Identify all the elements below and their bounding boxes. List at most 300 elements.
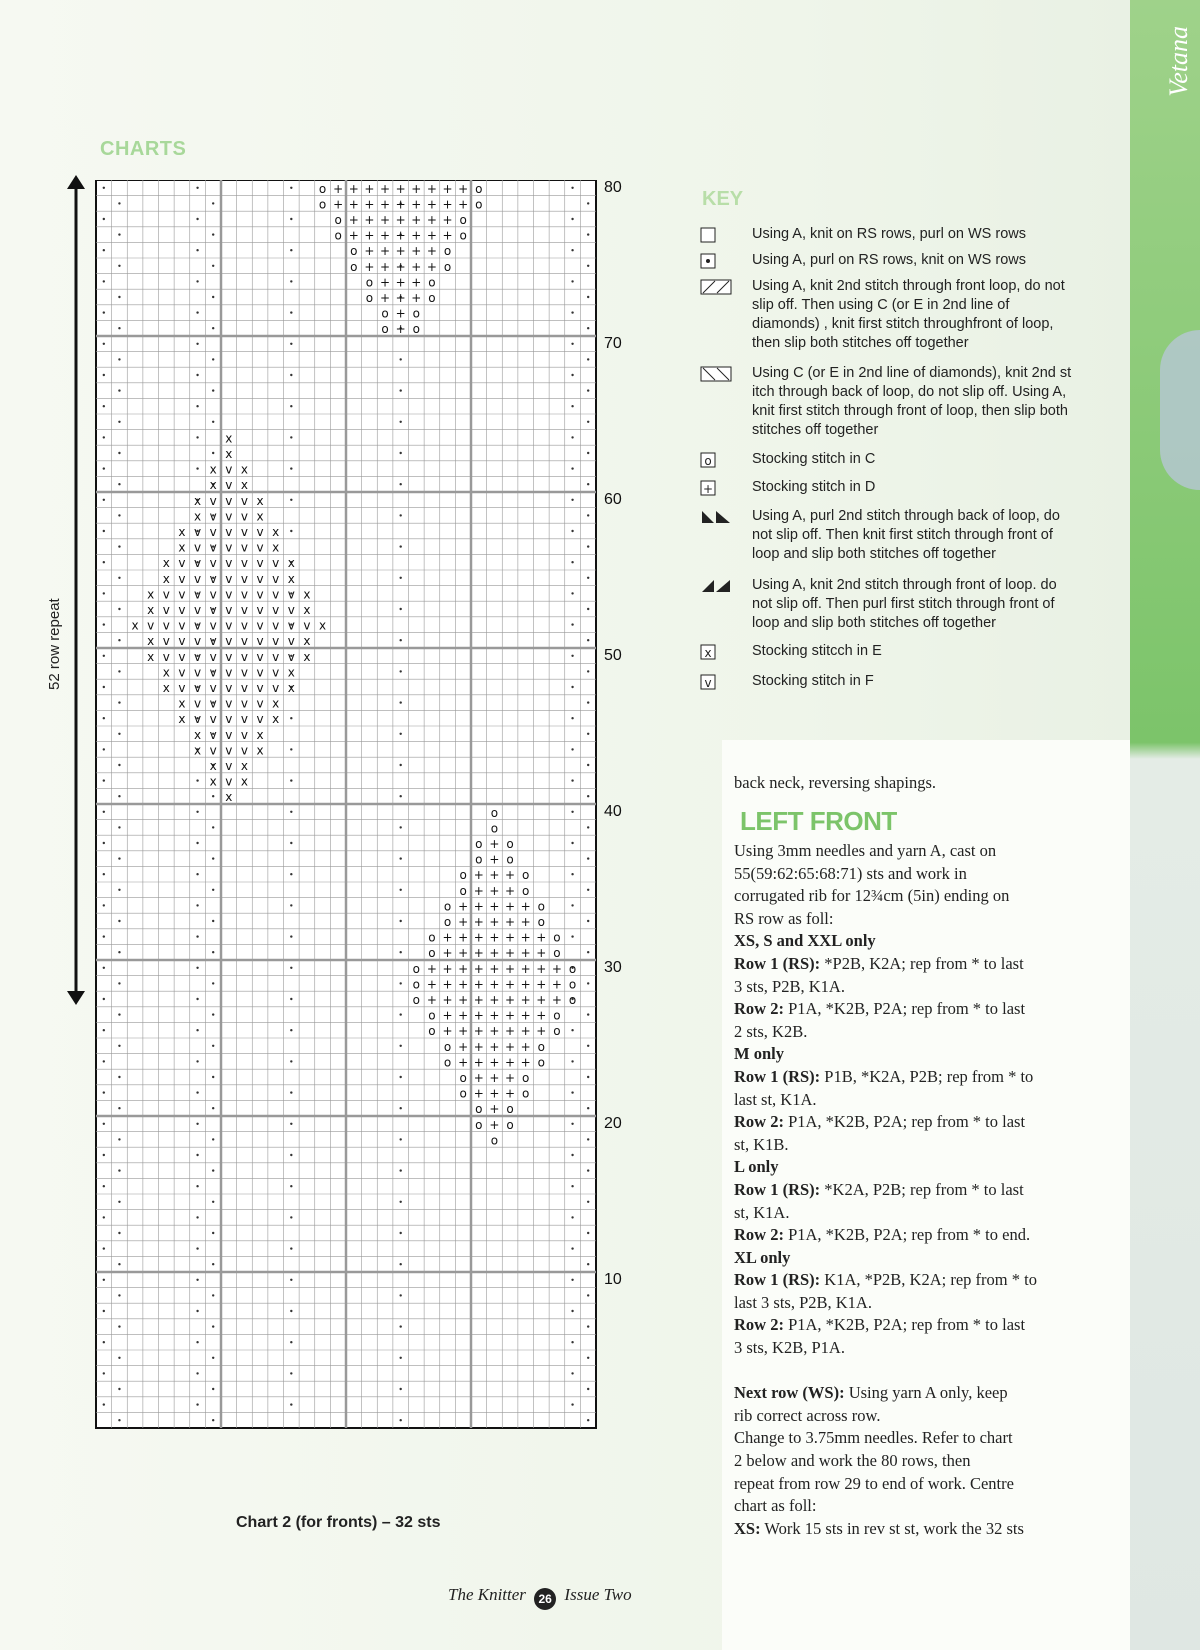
svg-text:v: v xyxy=(256,587,264,602)
svg-text:x: x xyxy=(225,431,233,446)
svg-text:o: o xyxy=(522,1086,530,1101)
svg-text:v: v xyxy=(272,665,280,680)
instruction-line: XS: Work 15 sts in rev st st, work the 32 sts xyxy=(734,1518,1024,1538)
svg-text:x: x xyxy=(178,524,186,539)
svg-text:+: + xyxy=(473,1055,484,1070)
svg-text:+: + xyxy=(536,1008,547,1023)
svg-text:v: v xyxy=(178,587,186,602)
svg-text:+: + xyxy=(442,1008,453,1023)
svg-text:v: v xyxy=(256,571,264,586)
svg-text:v: v xyxy=(209,665,217,680)
svg-text:v: v xyxy=(287,587,295,602)
svg-text:+: + xyxy=(489,1055,500,1070)
svg-text:o: o xyxy=(443,914,452,929)
svg-text:+: + xyxy=(473,930,484,945)
svg-text:v: v xyxy=(209,540,217,555)
svg-text:o: o xyxy=(443,1039,452,1054)
svg-text:v: v xyxy=(240,602,248,617)
svg-text:+: + xyxy=(536,1024,547,1039)
svg-text:x: x xyxy=(240,478,248,493)
svg-text:+: + xyxy=(426,244,437,259)
section-title: LEFT FRONT xyxy=(740,806,897,836)
svg-text:+: + xyxy=(348,228,359,243)
svg-text:+: + xyxy=(489,852,500,867)
svg-text:+: + xyxy=(505,914,516,929)
svg-text:v: v xyxy=(225,665,233,680)
svg-text:+: + xyxy=(473,961,484,976)
svg-text:+: + xyxy=(489,1086,500,1101)
svg-text:v: v xyxy=(209,727,217,742)
svg-text:v: v xyxy=(147,618,155,633)
svg-text:o: o xyxy=(553,1008,561,1023)
svg-text:v: v xyxy=(225,587,233,602)
svg-text:x: x xyxy=(162,665,170,680)
svg-text:x: x xyxy=(178,696,186,711)
svg-text:v: v xyxy=(240,696,248,711)
svg-text:+: + xyxy=(364,212,375,227)
svg-text:v: v xyxy=(209,587,217,602)
svg-text:v: v xyxy=(225,712,233,727)
key-symbol-dot-icon xyxy=(700,253,716,269)
svg-text:x: x xyxy=(147,602,155,617)
svg-text:o: o xyxy=(475,1102,483,1117)
instruction-line: L only xyxy=(734,1157,779,1177)
svg-text:x: x xyxy=(209,478,217,493)
svg-text:v: v xyxy=(240,493,248,508)
svg-text:v: v xyxy=(256,524,264,539)
instruction-line: corrugated rib for 12¾cm (5in) ending on xyxy=(734,886,1010,906)
svg-text:v: v xyxy=(194,602,202,617)
key-symbol-v-icon xyxy=(700,674,716,690)
svg-text:x: x xyxy=(287,556,295,571)
svg-text:v: v xyxy=(209,618,217,633)
svg-text:v: v xyxy=(225,509,233,524)
svg-text:+: + xyxy=(411,197,422,212)
svg-text:v: v xyxy=(225,493,233,508)
instruction-line: 55(59:62:65:68:71) sts and work in xyxy=(734,863,967,883)
svg-text:+: + xyxy=(442,930,453,945)
svg-text:+: + xyxy=(473,899,484,914)
svg-text:v: v xyxy=(209,696,217,711)
svg-text:x: x xyxy=(272,696,280,711)
svg-text:+: + xyxy=(458,899,469,914)
key-text: Stocking stitch in C xyxy=(752,451,876,467)
svg-text:+: + xyxy=(489,1039,500,1054)
charts-heading: CHARTS xyxy=(100,138,187,160)
svg-text:x: x xyxy=(240,462,248,477)
svg-text:x: x xyxy=(147,634,155,649)
svg-text:o: o xyxy=(443,1055,452,1070)
svg-text:x: x xyxy=(287,680,295,695)
svg-text:o: o xyxy=(537,899,545,914)
svg-text:v: v xyxy=(287,602,295,617)
svg-text:o: o xyxy=(428,946,436,961)
svg-text:x: x xyxy=(287,665,295,680)
svg-text:+: + xyxy=(489,1102,500,1117)
svg-text:v: v xyxy=(162,602,170,617)
svg-text:o: o xyxy=(475,181,483,196)
svg-text:v: v xyxy=(303,618,311,633)
instruction-line: 3 sts, P2B, K1A. xyxy=(734,976,845,996)
instruction-line: Next row (WS): Using yarn A only, keep xyxy=(734,1383,1008,1403)
svg-text:v: v xyxy=(240,680,248,695)
svg-text:+: + xyxy=(442,961,453,976)
svg-text:x: x xyxy=(272,524,280,539)
svg-text:v: v xyxy=(256,680,264,695)
svg-text:+: + xyxy=(458,992,469,1007)
svg-text:+: + xyxy=(505,992,516,1007)
key-text: Stocking stitch in F xyxy=(752,673,874,689)
key-symbol-righttriangle-icon xyxy=(700,509,716,525)
svg-text:v: v xyxy=(209,493,217,508)
svg-text:v: v xyxy=(178,680,186,695)
svg-text:o: o xyxy=(318,197,327,212)
svg-text:o: o xyxy=(428,275,436,290)
svg-text:+: + xyxy=(380,290,391,305)
svg-text:v: v xyxy=(194,618,202,633)
svg-text:v: v xyxy=(209,680,217,695)
svg-text:o: o xyxy=(350,244,358,259)
svg-text:o: o xyxy=(704,454,712,468)
svg-text:+: + xyxy=(505,1039,516,1054)
svg-text:v: v xyxy=(209,509,217,524)
svg-text:+: + xyxy=(333,181,344,196)
svg-text:+: + xyxy=(489,977,500,992)
svg-text:o: o xyxy=(506,1102,514,1117)
svg-text:+: + xyxy=(380,275,391,290)
instruction-line: last st, K1A. xyxy=(734,1089,817,1109)
row-marker: 70 xyxy=(604,335,622,352)
brand-label: Vetana xyxy=(1164,26,1193,97)
svg-text:v: v xyxy=(272,649,280,664)
instruction-line: Row 1 (RS): *K2A, P2B; rep from * to last xyxy=(734,1179,1024,1199)
svg-text:v: v xyxy=(240,509,248,524)
svg-text:o: o xyxy=(334,212,342,227)
key-symbol-backslash-icon xyxy=(700,366,716,382)
svg-text:v: v xyxy=(225,618,233,633)
svg-text:v: v xyxy=(225,462,233,477)
svg-text:+: + xyxy=(489,961,500,976)
key-text: Using A, knit on RS rows, purl on WS rows xyxy=(752,226,1026,242)
instruction-line: 2 sts, K2B. xyxy=(734,1021,808,1041)
svg-text:v: v xyxy=(209,649,217,664)
svg-text:v: v xyxy=(272,556,280,571)
svg-text:o: o xyxy=(443,244,452,259)
issue-label: Issue Two xyxy=(564,1585,632,1604)
svg-text:+: + xyxy=(489,1024,500,1039)
instruction-line: chart as foll: xyxy=(734,1496,817,1516)
svg-text:x: x xyxy=(303,634,311,649)
svg-text:+: + xyxy=(536,992,547,1007)
svg-text:v: v xyxy=(287,634,295,649)
svg-text:+: + xyxy=(505,899,516,914)
svg-text:v: v xyxy=(225,727,233,742)
svg-text:v: v xyxy=(178,634,186,649)
svg-text:v: v xyxy=(194,634,202,649)
svg-text:v: v xyxy=(178,556,186,571)
instruction-line: repeat from row 29 to end of work. Centre xyxy=(734,1473,1014,1493)
svg-text:o: o xyxy=(412,992,420,1007)
svg-text:v: v xyxy=(194,540,202,555)
svg-text:+: + xyxy=(364,228,375,243)
svg-text:+: + xyxy=(520,946,531,961)
svg-text:v: v xyxy=(256,540,264,555)
side-photo-strip xyxy=(1130,0,1200,1650)
svg-text:+: + xyxy=(364,244,375,259)
svg-text:v: v xyxy=(225,540,233,555)
svg-text:o: o xyxy=(490,821,499,836)
svg-text:v: v xyxy=(162,618,170,633)
svg-text:+: + xyxy=(426,197,437,212)
svg-text:+: + xyxy=(458,946,469,961)
svg-text:v: v xyxy=(209,556,217,571)
svg-text:v: v xyxy=(240,727,248,742)
svg-text:+: + xyxy=(442,228,453,243)
svg-text:o: o xyxy=(350,259,358,274)
instruction-line: M only xyxy=(734,1044,784,1064)
svg-text:v: v xyxy=(256,634,264,649)
svg-text:+: + xyxy=(505,1070,516,1085)
svg-text:+: + xyxy=(473,914,484,929)
svg-text:v: v xyxy=(225,696,233,711)
svg-text:v: v xyxy=(287,649,295,664)
svg-text:+: + xyxy=(473,883,484,898)
instruction-line: Row 2: P1A, *K2B, P2A; rep from * to last xyxy=(734,1112,1026,1132)
svg-text:v: v xyxy=(209,524,217,539)
svg-text:x: x xyxy=(256,493,264,508)
svg-text:+: + xyxy=(458,930,469,945)
svg-text:+: + xyxy=(458,1039,469,1054)
key-symbol--icon xyxy=(700,480,716,496)
svg-text:+: + xyxy=(426,228,437,243)
svg-text:+: + xyxy=(395,212,406,227)
svg-text:+: + xyxy=(442,992,453,1007)
svg-text:+: + xyxy=(426,212,437,227)
svg-text:+: + xyxy=(442,977,453,992)
svg-text:v: v xyxy=(225,649,233,664)
svg-text:o: o xyxy=(412,322,420,337)
instruction-line: st, K1B. xyxy=(734,1134,789,1154)
knitting-chart xyxy=(84,180,632,1505)
svg-text:+: + xyxy=(473,1024,484,1039)
svg-text:v: v xyxy=(287,618,295,633)
svg-text:+: + xyxy=(473,1086,484,1101)
svg-text:+: + xyxy=(442,212,453,227)
svg-text:v: v xyxy=(240,571,248,586)
svg-text:v: v xyxy=(209,712,217,727)
svg-text:v: v xyxy=(240,556,248,571)
key-text: Stocking stitcch in E xyxy=(752,643,882,659)
svg-text:+: + xyxy=(411,244,422,259)
svg-text:o: o xyxy=(568,961,577,976)
svg-text:+: + xyxy=(395,259,406,274)
svg-text:+: + xyxy=(551,961,562,976)
svg-text:+: + xyxy=(364,259,375,274)
svg-text:v: v xyxy=(225,680,233,695)
svg-text:+: + xyxy=(395,244,406,259)
svg-text:o: o xyxy=(428,1008,436,1023)
svg-text:+: + xyxy=(520,1008,531,1023)
svg-text:v: v xyxy=(194,712,202,727)
svg-text:x: x xyxy=(209,774,217,789)
svg-text:o: o xyxy=(459,212,467,227)
svg-text:x: x xyxy=(303,587,311,602)
svg-text:+: + xyxy=(458,961,469,976)
svg-text:o: o xyxy=(506,836,514,851)
svg-text:+: + xyxy=(458,914,469,929)
svg-text:+: + xyxy=(364,181,375,196)
svg-text:o: o xyxy=(475,836,483,851)
svg-text:o: o xyxy=(459,1086,467,1101)
svg-text:o: o xyxy=(568,992,577,1007)
svg-text:v: v xyxy=(194,571,202,586)
svg-text:o: o xyxy=(522,868,530,883)
svg-text:o: o xyxy=(490,1133,499,1148)
svg-text:+: + xyxy=(458,197,469,212)
svg-text:+: + xyxy=(380,181,391,196)
svg-text:v: v xyxy=(194,680,202,695)
svg-text:x: x xyxy=(303,649,311,664)
svg-text:+: + xyxy=(489,992,500,1007)
svg-text:+: + xyxy=(489,868,500,883)
svg-text:+: + xyxy=(551,977,562,992)
svg-text:o: o xyxy=(428,1024,436,1039)
key-text: Using A, knit 2nd stitch through front loop, do not slip off. Then using C (or E in 2nd line of diamonds) , knit first stitch throughfront of loop, then slip both stitches off together xyxy=(752,278,1065,351)
svg-text:+: + xyxy=(473,1070,484,1085)
svg-text:v: v xyxy=(272,587,280,602)
instruction-line: rib correct across row. xyxy=(734,1405,881,1425)
svg-text:o: o xyxy=(553,930,561,945)
chart-caption: Chart 2 (for fronts) – 32 sts xyxy=(236,1514,441,1531)
svg-text:+: + xyxy=(348,181,359,196)
svg-text:+: + xyxy=(364,197,375,212)
svg-text:x: x xyxy=(240,758,248,773)
svg-text:+: + xyxy=(442,181,453,196)
svg-text:+: + xyxy=(426,992,437,1007)
svg-text:+: + xyxy=(395,290,406,305)
svg-text:x: x xyxy=(131,618,139,633)
svg-text:v: v xyxy=(162,587,170,602)
svg-text:+: + xyxy=(505,946,516,961)
svg-text:v: v xyxy=(240,649,248,664)
repeat-label: 52 row repeat xyxy=(46,598,63,690)
svg-text:o: o xyxy=(459,228,467,243)
svg-text:+: + xyxy=(489,930,500,945)
svg-text:o: o xyxy=(365,275,374,290)
svg-text:o: o xyxy=(537,914,545,929)
svg-text:v: v xyxy=(225,556,233,571)
svg-text:x: x xyxy=(194,743,202,758)
svg-text:+: + xyxy=(458,1055,469,1070)
key-text: Using A, purl on RS rows, knit on WS rows xyxy=(752,252,1026,268)
svg-text:+: + xyxy=(536,930,547,945)
svg-text:+: + xyxy=(505,868,516,883)
svg-text:+: + xyxy=(380,197,391,212)
instruction-line: Change to 3.75mm needles. Refer to chart xyxy=(734,1428,1013,1448)
svg-text:x: x xyxy=(704,646,712,660)
svg-text:v: v xyxy=(240,587,248,602)
svg-text:o: o xyxy=(443,899,452,914)
svg-text:+: + xyxy=(489,836,500,851)
svg-text:v: v xyxy=(704,676,712,690)
svg-text:v: v xyxy=(225,743,233,758)
svg-text:x: x xyxy=(240,774,248,789)
svg-text:+: + xyxy=(520,1024,531,1039)
svg-text:+: + xyxy=(473,868,484,883)
key-text: Using C (or E in 2nd line of diamonds), knit 2nd st itch through back of loop, do not slip off. Using A, knit first stitch through front of loop, then slip both stitches off together xyxy=(752,365,1072,438)
svg-text:+: + xyxy=(505,1008,516,1023)
svg-text:o: o xyxy=(334,228,342,243)
instruction-line: Using 3mm needles and yarn A, cast on xyxy=(734,841,997,860)
svg-text:x: x xyxy=(209,758,217,773)
svg-text:x: x xyxy=(225,446,233,461)
svg-text:v: v xyxy=(225,602,233,617)
svg-text:v: v xyxy=(240,618,248,633)
svg-text:+: + xyxy=(520,961,531,976)
svg-text:o: o xyxy=(443,259,452,274)
svg-text:+: + xyxy=(505,977,516,992)
svg-text:v: v xyxy=(178,665,186,680)
instruction-line: XS, S and XXL only xyxy=(734,931,876,951)
chart-grid xyxy=(84,180,632,1505)
svg-text:+: + xyxy=(426,977,437,992)
svg-text:v: v xyxy=(194,556,202,571)
instructions-text xyxy=(734,840,1064,1540)
svg-text:x: x xyxy=(194,509,202,524)
key-text: Stocking stitch in D xyxy=(752,479,876,495)
instruction-line: last 3 sts, P2B, K1A. xyxy=(734,1292,872,1312)
row-marker: 80 xyxy=(604,180,622,196)
svg-text:o: o xyxy=(506,852,514,867)
svg-text:o: o xyxy=(365,290,374,305)
svg-text:v: v xyxy=(240,634,248,649)
svg-text:+: + xyxy=(536,946,547,961)
svg-text:v: v xyxy=(194,587,202,602)
svg-text:+: + xyxy=(380,259,391,274)
svg-text:+: + xyxy=(489,1117,500,1132)
svg-text:v: v xyxy=(162,634,170,649)
page-number: 26 xyxy=(534,1588,556,1610)
instruction-line: Row 2: P1A, *K2B, P2A; rep from * to end. xyxy=(734,1225,1031,1245)
key-title: KEY xyxy=(702,188,744,210)
svg-text:+: + xyxy=(473,992,484,1007)
svg-text:v: v xyxy=(209,634,217,649)
svg-text:+: + xyxy=(520,899,531,914)
svg-text:x: x xyxy=(256,509,264,524)
svg-text:v: v xyxy=(178,649,186,664)
svg-text:v: v xyxy=(240,540,248,555)
instruction-line: RS row as foll: xyxy=(734,908,834,928)
intro-text: back neck, reversing shapings. xyxy=(734,773,937,792)
svg-text:o: o xyxy=(490,805,499,820)
svg-text:+: + xyxy=(520,1039,531,1054)
svg-text:o: o xyxy=(568,977,577,992)
svg-text:+: + xyxy=(702,482,714,496)
svg-text:+: + xyxy=(489,899,500,914)
svg-text:v: v xyxy=(272,602,280,617)
svg-text:o: o xyxy=(522,883,530,898)
svg-text:x: x xyxy=(178,712,186,727)
svg-text:+: + xyxy=(348,212,359,227)
svg-text:x: x xyxy=(319,618,327,633)
svg-text:v: v xyxy=(240,665,248,680)
svg-text:+: + xyxy=(520,1055,531,1070)
svg-text:o: o xyxy=(537,1039,545,1054)
svg-text:v: v xyxy=(225,524,233,539)
svg-text:+: + xyxy=(458,977,469,992)
svg-text:+: + xyxy=(489,883,500,898)
row-marker: 60 xyxy=(604,491,622,508)
